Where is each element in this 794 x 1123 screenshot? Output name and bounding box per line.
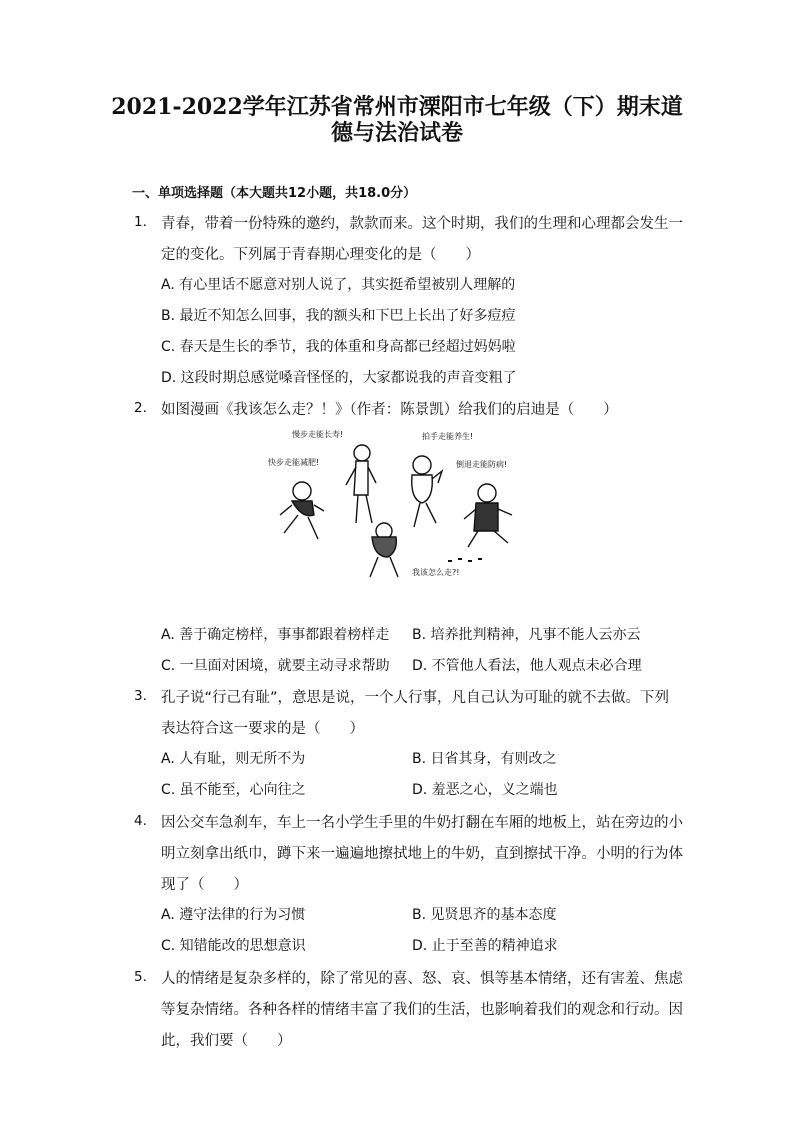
section-heading: 一、单项选择题（本大题共12小题，共18.0分） xyxy=(132,186,417,201)
option-c[interactable]: C. 知错能改的思想意识 xyxy=(161,938,306,954)
option-d[interactable]: D. 止于至善的精神追求 xyxy=(412,938,558,954)
option-c[interactable]: C. 虽不能至，心向往之 xyxy=(161,782,306,798)
option-d[interactable]: D. 羞恶之心，义之端也 xyxy=(412,782,558,798)
option-b[interactable]: B. 日省其身，有则改之 xyxy=(412,751,557,767)
option-b[interactable]: B. 培养批判精神，凡事不能人云亦云 xyxy=(412,627,641,643)
cartoon-label: 快步走能减肥! xyxy=(268,458,320,467)
option-a[interactable]: A. 善于确定榜样，事事都跟着榜样走 xyxy=(161,627,390,643)
question-text: 定的变化。下列属于青春期心理变化的是（ ） xyxy=(161,247,480,263)
option-b[interactable]: B. 见贤思齐的基本态度 xyxy=(412,907,557,923)
option-d[interactable]: D. 不管他人看法，他人观点未必合理 xyxy=(412,658,642,674)
option-c[interactable]: C. 一旦面对困境，就要主动寻求帮助 xyxy=(161,658,390,674)
question-text: 如图漫画《我该怎么走？！》（作者：陈景凯）给我们的启迪是（ ） xyxy=(161,402,618,418)
cartoon-label: 慢步走能长寿! xyxy=(292,430,344,439)
question-text: 现了（ ） xyxy=(161,877,248,893)
cartoon-label: 倒退走能防病! xyxy=(456,460,508,469)
question-text: 等复杂情绪。各种各样的情绪丰富了我们的生活，也影响着我们的观念和行动。因 xyxy=(161,1002,683,1018)
question-number: 1. xyxy=(134,214,147,230)
question-text: 明立刻拿出纸巾，蹲下来一遍遍地擦拭地上的牛奶，直到擦拭干净。小明的行为体 xyxy=(161,846,683,862)
option-a[interactable]: A. 人有耻，则无所不为 xyxy=(161,751,306,767)
question-text: 青春，带着一份特殊的邀约，款款而来。这个时期，我们的生理和心理都会发生一 xyxy=(161,216,683,232)
question-text: 因公交车急刹车，车上一名小学生手里的牛奶打翻在车厢的地板上，站在旁边的小 xyxy=(161,815,683,831)
option-c[interactable]: C. 春天是生长的季节，我的体重和身高都已经超过妈妈啦 xyxy=(161,339,516,355)
option-b[interactable]: B. 最近不知怎么回事，我的额头和下巴上长出了好多痘痘 xyxy=(161,308,516,324)
cartoon-label: 我该怎么走?! xyxy=(412,568,460,577)
exam-title-line1: 2021-2022学年江苏省常州市溧阳市七年级（下）期末道 xyxy=(111,94,683,120)
question-text: 表达符合这一要求的是（ ） xyxy=(161,721,364,737)
question-number: 2. xyxy=(134,400,147,416)
question-number: 4. xyxy=(134,813,147,829)
question-number: 5. xyxy=(134,969,147,985)
question-text: 孔子说“行己有耻”，意思是说，一个人行事，凡自己认为可耻的就不去做。下列 xyxy=(161,690,670,706)
cartoon-illustration xyxy=(262,423,532,583)
cartoon-label: 拍手走能养生! xyxy=(422,432,474,441)
question-number: 3. xyxy=(134,688,147,704)
option-a[interactable]: A. 遵守法律的行为习惯 xyxy=(161,907,306,923)
option-a[interactable]: A. 有心里话不愿意对别人说了，其实挺希望被别人理解的 xyxy=(161,277,516,293)
option-d[interactable]: D. 这段时期总感觉嗓音怪怪的，大家都说我的声音变粗了 xyxy=(161,370,517,386)
question-text: 人的情绪是复杂多样的，除了常见的喜、怒、哀、惧等基本情绪，还有害羞、焦虑 xyxy=(161,971,683,987)
question-text: 此，我们要（ ） xyxy=(161,1033,292,1049)
exam-title-line2: 德与法治试卷 xyxy=(330,120,463,146)
